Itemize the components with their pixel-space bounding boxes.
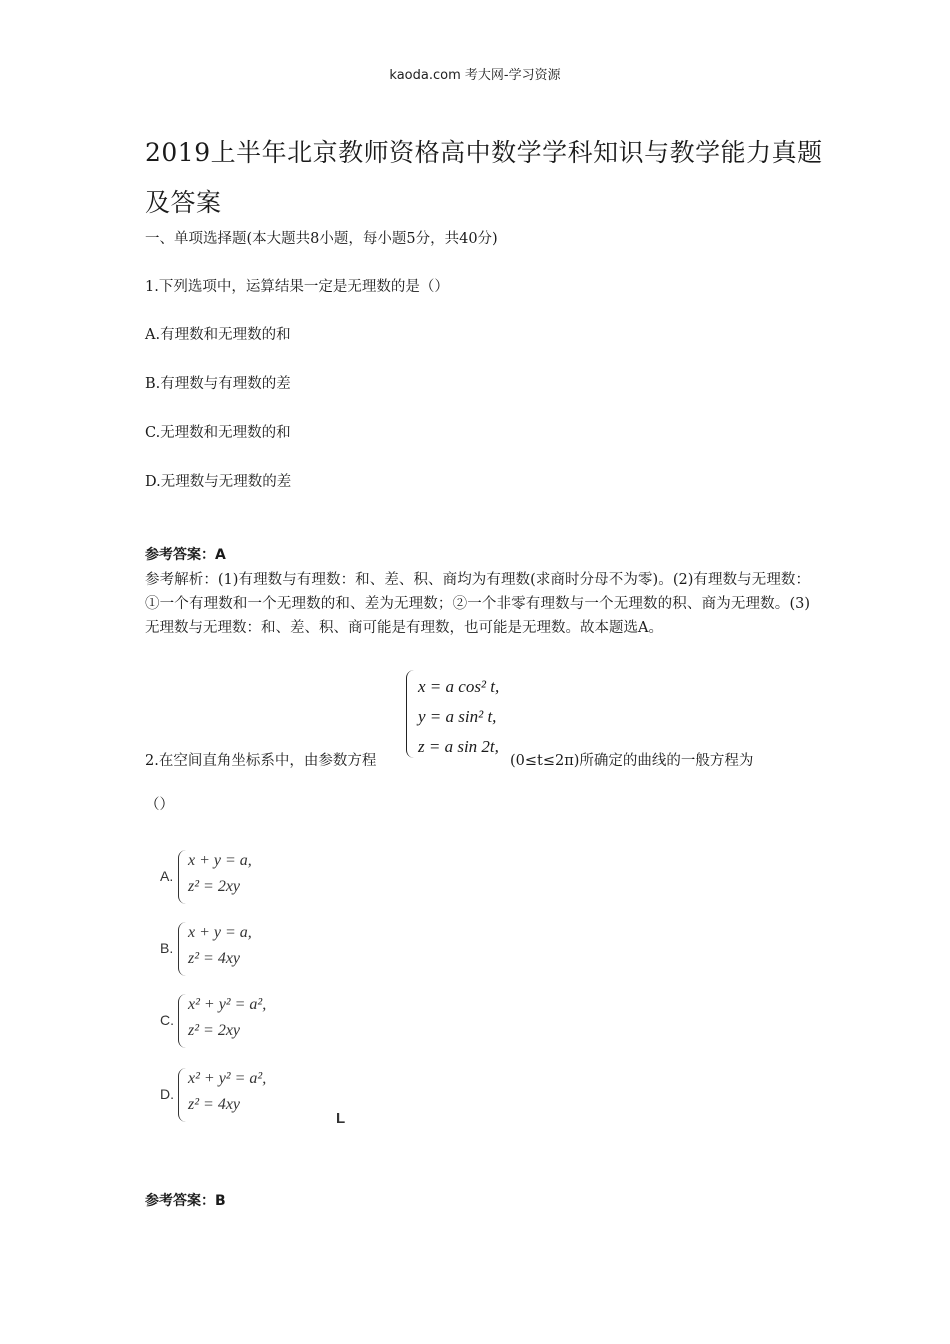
- option-c-label: C.: [160, 1012, 174, 1028]
- document-title: 2019上半年北京教师资格高中数学学科知识与教学能力真题及答案: [145, 138, 823, 217]
- question-1-option-d: D.无理数与无理数的差: [145, 474, 292, 490]
- question-1-stem: 1.下列选项中，运算结果一定是无理数的是（）: [145, 279, 449, 295]
- question-2-stem-post: (0≤t≤2π)所确定的曲线的一般方程为: [510, 753, 754, 769]
- option-d-label: D.: [160, 1086, 174, 1102]
- question-1-option-a: A.有理数和无理数的和: [145, 327, 291, 343]
- option-a-eq1: x + y = a,: [188, 852, 252, 869]
- question-1-answer: 参考答案：A: [145, 547, 226, 563]
- question-1-analysis: 参考解析：(1)有理数与有理数：和、差、积、商均为有理数(求商时分母不为零)。(2)有理数与无理数：①一个有理数和一个无理数的和、差为无理数；②一个非零有理数与一个无理数的积、商为无理数。(3)无理数与无理数：和、差、积、商可能是有理数，也可能是无理数。故本题选A。: [145, 572, 810, 636]
- parametric-system: [406, 670, 526, 760]
- question-2-option-b: [160, 920, 360, 980]
- question-2-answer: 参考答案：B: [145, 1193, 226, 1209]
- question-1-option-c: C.无理数和无理数的和: [145, 425, 291, 441]
- question-2-option-a: [160, 848, 360, 908]
- option-b-eq1: x + y = a,: [188, 924, 252, 941]
- system-eq-x: x = a cos² t,: [418, 677, 500, 696]
- option-a-eq2: z² = 2xy: [188, 878, 241, 895]
- option-a-brace: [178, 850, 187, 904]
- system-eq-z: z = a sin 2t,: [418, 737, 499, 756]
- option-d-eq2: z² = 4xy: [188, 1096, 241, 1113]
- option-b-brace: [178, 922, 187, 976]
- option-d-brace: [178, 1068, 187, 1122]
- question-2-option-c: [160, 992, 360, 1052]
- question-2-paren: （）: [145, 797, 174, 813]
- option-d-eq1: x² + y² = a²,: [188, 1070, 267, 1087]
- section-heading: 一、单项选择题(本大题共8小题，每小题5分，共40分): [145, 231, 498, 247]
- left-brace: [406, 670, 415, 758]
- option-b-eq2: z² = 4xy: [188, 950, 241, 967]
- question-1-option-b: B.有理数与有理数的差: [145, 376, 291, 392]
- option-c-eq1: x² + y² = a²,: [188, 996, 267, 1013]
- option-c-brace: [178, 994, 187, 1048]
- question-2-stem-pre: 2.在空间直角坐标系中，由参数方程: [145, 753, 377, 769]
- question-2-option-d: [160, 1066, 360, 1126]
- system-eq-y: y = a sin² t,: [418, 707, 497, 726]
- site-header: kaoda.com 考大网-学习资源: [389, 68, 561, 83]
- stray-mark: L: [336, 1110, 346, 1127]
- option-b-label: B.: [160, 940, 174, 956]
- option-c-eq2: z² = 2xy: [188, 1022, 241, 1039]
- option-a-label: A.: [160, 868, 174, 884]
